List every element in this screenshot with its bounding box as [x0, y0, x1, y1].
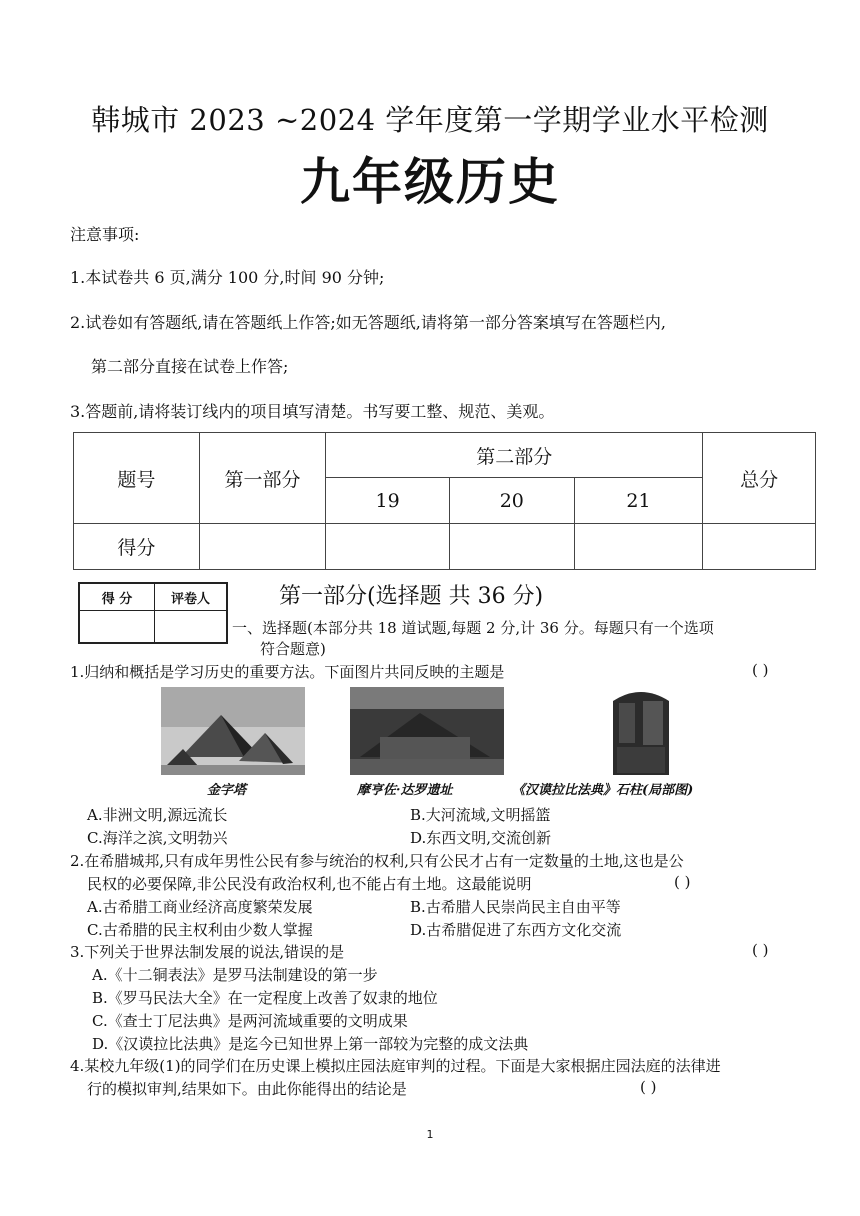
table-row-score-label: 得分 — [74, 524, 200, 570]
q1-option-d[interactable]: D.东西文明,交流创新 — [410, 829, 552, 847]
table-header-part1: 第一部分 — [199, 433, 326, 524]
q2-option-a[interactable]: A.古希腊工商业经济高度繁荣发展 — [87, 898, 313, 916]
table-header-q19: 19 — [326, 478, 450, 524]
score-cell-q21[interactable] — [574, 524, 703, 570]
note-item-1: 1.本试卷共 6 页,满分 100 分,时间 90 分钟; — [70, 268, 385, 287]
q3-option-c[interactable]: C.《查士丁尼法典》是两河流域重要的文明成果 — [92, 1012, 408, 1030]
q2-option-c[interactable]: C.古希腊的民主权利由少数人掌握 — [87, 921, 313, 939]
section1-title: 第一部分(选择题 共 36 分) — [279, 584, 544, 609]
grader-box-score-cell[interactable] — [80, 611, 155, 642]
q2-stem-a: 2.在希腊城邦,只有成年男性公民有参与统治的权利,只有公民才占有一定数量的土地,这也是公 — [70, 852, 684, 870]
grader-box-grader-label: 评卷人 — [155, 584, 226, 611]
pyramid-image — [161, 687, 305, 775]
table-header-tihao: 题号 — [74, 433, 200, 524]
note-item-3: 3.答题前,请将装订线内的项目填写清楚。书写要工整、规范、美观。 — [70, 402, 555, 421]
exam-title-line1: 韩城市 2023 ~2024 学年度第一学期学业水平检测 — [91, 103, 769, 137]
q4-stem-a: 4.某校九年级(1)的同学们在历史课上模拟庄园法庭审判的过程。下面是大家根据庄园法庭的法律进 — [70, 1057, 721, 1075]
grader-box-score-label: 得 分 — [80, 584, 155, 611]
score-cell-total[interactable] — [703, 524, 816, 570]
score-cell-part1[interactable] — [199, 524, 326, 570]
q4-stem-b: 行的模拟审判,结果如下。由此你能得出的结论是 — [87, 1080, 407, 1098]
q4-answer-paren[interactable]: ( ) — [640, 1078, 657, 1096]
q1-option-b[interactable]: B.大河流域,文明摇篮 — [410, 806, 551, 824]
score-table — [73, 432, 816, 570]
note-item-2a: 2.试卷如有答题纸,请在答题纸上作答;如无答题纸,请将第一部分答案填写在答题栏内, — [70, 313, 666, 332]
q1-option-a[interactable]: A.非洲文明,源远流长 — [87, 806, 228, 824]
hammurabi-stele-image — [605, 687, 677, 775]
q3-option-d[interactable]: D.《汉谟拉比法典》是迄今已知世界上第一部较为完整的成文法典 — [92, 1035, 529, 1053]
section1-instruction-b: 符合题意) — [260, 640, 326, 658]
q3-answer-paren[interactable]: ( ) — [752, 941, 769, 959]
q1-answer-paren[interactable]: ( ) — [752, 661, 769, 679]
table-header-q20: 20 — [449, 478, 574, 524]
q3-option-b[interactable]: B.《罗马民法大全》在一定程度上改善了奴隶的地位 — [92, 989, 438, 1007]
table-header-part2: 第二部分 — [326, 433, 703, 478]
q2-stem-b: 民权的必要保障,非公民没有政治权利,也不能占有土地。这最能说明 — [87, 875, 532, 893]
q1-option-c[interactable]: C.海洋之滨,文明勃兴 — [87, 829, 228, 847]
score-cell-q20[interactable] — [449, 524, 574, 570]
q2-option-d[interactable]: D.古希腊促进了东西方文化交流 — [410, 921, 622, 939]
caption-mohenjo-daro: 摩亨佐·达罗遗址 — [357, 783, 453, 798]
page-number: 1 — [426, 1128, 434, 1141]
table-header-total: 总分 — [703, 433, 816, 524]
q2-option-b[interactable]: B.古希腊人民崇尚民主自由平等 — [410, 898, 621, 916]
section1-instruction-a: 一、选择题(本部分共 18 道试题,每题 2 分,计 36 分。每题只有一个选项 — [232, 619, 714, 637]
q3-stem: 3.下列关于世界法制发展的说法,错误的是 — [70, 943, 345, 961]
grader-box-grader-cell[interactable] — [155, 611, 226, 642]
q3-option-a[interactable]: A.《十二铜表法》是罗马法制建设的第一步 — [92, 966, 378, 984]
caption-pyramid: 金字塔 — [207, 783, 247, 798]
exam-title-subject: 九年级历史 — [300, 152, 560, 211]
mohenjo-daro-image — [350, 687, 504, 775]
grader-box — [78, 582, 228, 644]
table-header-q21: 21 — [574, 478, 703, 524]
note-item-2b: 第二部分直接在试卷上作答; — [91, 357, 289, 376]
caption-hammurabi: 《汉谟拉比法典》石柱(局部图) — [512, 783, 694, 798]
q2-answer-paren[interactable]: ( ) — [674, 873, 691, 891]
q1-stem: 1.归纳和概括是学习历史的重要方法。下面图片共同反映的主题是 — [70, 663, 505, 681]
score-cell-q19[interactable] — [326, 524, 450, 570]
notes-heading: 注意事项: — [70, 225, 140, 244]
